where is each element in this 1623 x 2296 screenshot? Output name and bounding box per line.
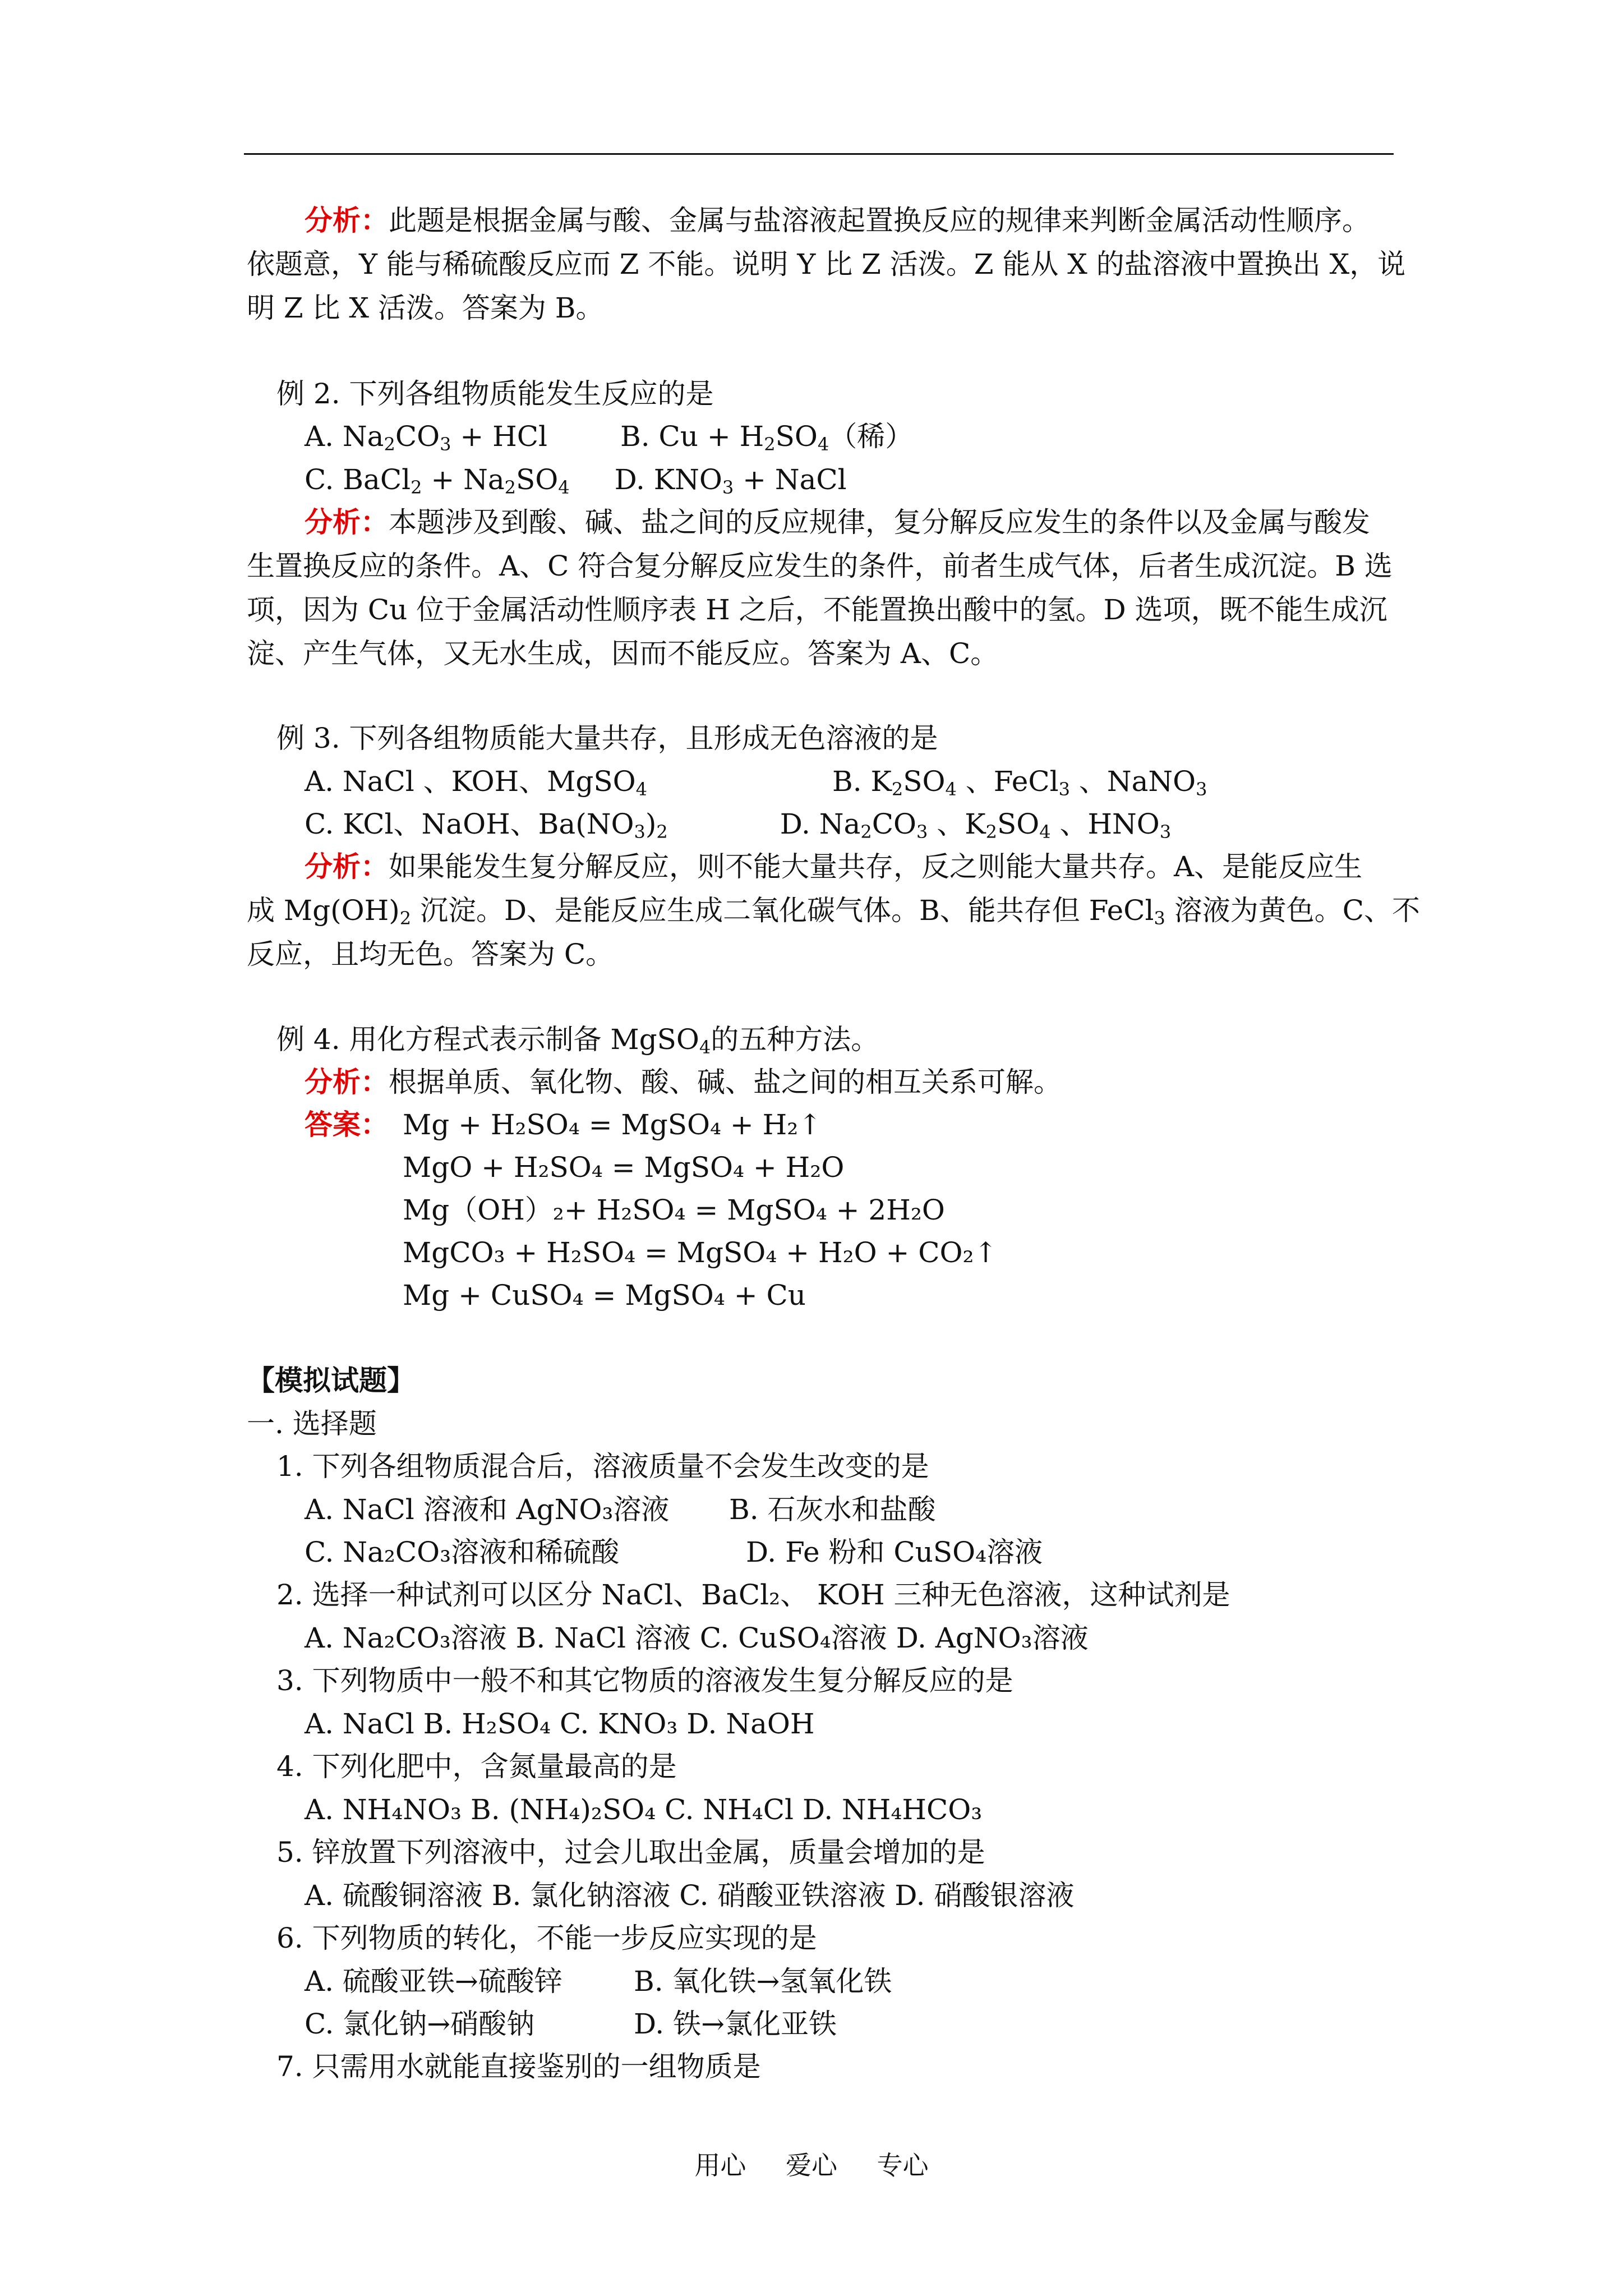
q1-option-b: B. 石灰水和盐酸 xyxy=(729,1493,936,1526)
q1-stem: 1. 下列各组物质混合后，溶液质量不会发生改变的是 xyxy=(276,1450,929,1483)
analysis-label: 分析： xyxy=(305,204,389,237)
ex4-eq5: Mg + CuSO₄ = MgSO₄ + Cu xyxy=(403,1279,806,1312)
q1-option-d: D. Fe 粉和 CuSO₄溶液 xyxy=(746,1536,1043,1568)
ex2-analysis-line3: 项，因为 Cu 位于金属活动性顺序表 H 之后，不能置换出酸中的氢。D 选项，既不能生成沉 xyxy=(247,593,1387,626)
part1-title: 一. 选择题 xyxy=(247,1407,377,1440)
ex4-eq2: MgO + H₂SO₄ = MgSO₄ + H₂O xyxy=(403,1151,845,1184)
q5-stem: 5. 锌放置下列溶液中，过会儿取出金属，质量会增加的是 xyxy=(276,1836,985,1869)
ex4-eq1: Mg + H₂SO₄ = MgSO₄ + H₂↑ xyxy=(403,1108,822,1141)
ex3-options-ab: A. NaCl 、KOH、MgSO$_4$ B. $K_2SO_4$ 、FeCl$_3$ 、NaNO$_3$ xyxy=(305,765,1207,800)
ex4-eq4: MgCO₃ + H₂SO₄ = MgSO₄ + H₂O + CO₂↑ xyxy=(403,1236,998,1269)
ex3-analysis-line1: 分析：如果能发生复分解反应，则不能大量共存，反之则能大量共存。A、是能反应生 xyxy=(305,850,1363,883)
ex3-analysis-line2: 成 $Mg(OH)_2$ 沉淀。D、是能反应生成二氧化碳气体。B、能共存但 FeCl$_3$ 溶液为黄色。C、不 xyxy=(247,894,1421,929)
q6-option-d: D. 铁→氯化亚铁 xyxy=(634,2008,837,2040)
ex2-options-ab: A. $Na_2CO_3$ + HCl B. $Cu + H_2SO_4$（稀） xyxy=(305,420,914,455)
ex3-title: 例 3. 下列各组物质能大量共存，且形成无色溶液的是 xyxy=(276,722,938,754)
q3-stem: 3. 下列物质中一般不和其它物质的溶液发生复分解反应的是 xyxy=(276,1664,1013,1697)
q2-options: A. Na₂CO₃溶液 B. NaCl 溶液 C. CuSO₄溶液 D. AgNO₃溶液 xyxy=(305,1622,1089,1654)
footer-text-1: 用心 xyxy=(694,2150,746,2180)
q6-option-a: A. 硫酸亚铁→硫酸锌 xyxy=(305,1965,562,1998)
ex2-analysis-line4: 淀、产生气体，又无水生成，因而不能反应。答案为 A、C。 xyxy=(247,637,999,670)
ex4-eq3: Mg（OH）₂+ H₂SO₄ = MgSO₄ + 2H₂O xyxy=(403,1194,945,1226)
ex2-analysis-line1: 分析：本题涉及到酸、碱、盐之间的反应规律，复分解反应发生的条件以及金属与酸发 xyxy=(305,505,1370,539)
ex3-options-cd: C. KCl、NaOH、$Ba(NO_3)_2$ D. $Na_2CO_3$ 、$K_2SO_4$ 、$HNO_3$ xyxy=(305,808,1172,843)
q7-stem: 7. 只需用水就能直接鉴别的一组物质是 xyxy=(276,2050,761,2083)
q1-option-c: C. Na₂CO₃溶液和稀硫酸 xyxy=(305,1536,620,1568)
ex1-analysis-line1: 分析：此题是根据金属与酸、金属与盐溶液起置换反应的规律来判断金属活动性顺序。 xyxy=(305,204,1370,237)
ex4-analysis: 分析：根据单质、氧化物、酸、碱、盐之间的相互关系可解。 xyxy=(305,1065,1062,1098)
ex1-analysis-line2: 依题意，Y 能与稀硫酸反应而 Z 不能。说明 Y 比 Z 活泼。Z 能从 X 的盐溶液中置换出 X，说 xyxy=(247,248,1406,280)
ex3-analysis-line3: 反应，且均无色。答案为 C。 xyxy=(247,938,614,970)
q6-option-c: C. 氯化钠→硝酸钠 xyxy=(305,2008,535,2040)
footer-text-2: 爱心 xyxy=(786,2150,837,2180)
ex4-title: 例 4. 用化方程式表示制备 MgSO$_4$的五种方法。 xyxy=(276,1023,879,1058)
q3-options: A. NaCl B. H₂SO₄ C. KNO₃ D. NaOH xyxy=(305,1708,815,1740)
q1-option-a: A. NaCl 溶液和 AgNO₃溶液 xyxy=(305,1493,670,1526)
ex2-options-cd: C. BaCl$_2$ + $Na_2SO_4$ D. $KNO_3$ + NaCl xyxy=(305,463,847,498)
q6-option-b: B. 氧化铁→氢氧化铁 xyxy=(634,1965,892,1998)
ex2-analysis-line2: 生置换反应的条件。A、C 符合复分解反应发生的条件，前者生成气体，后者生成沉淀。B 选 xyxy=(247,550,1393,582)
q6-stem: 6. 下列物质的转化，不能一步反应实现的是 xyxy=(276,1922,817,1954)
header-rule xyxy=(244,153,1394,155)
page-footer xyxy=(0,2148,1623,2182)
q4-options: A. NH₄NO₃ B. (NH₄)₂SO₄ C. NH₄Cl D. NH₄HCO₃ xyxy=(305,1793,983,1826)
ex2-title: 例 2. 下列各组物质能发生反应的是 xyxy=(276,378,714,410)
ex1-analysis-line3: 明 Z 比 X 活泼。答案为 B。 xyxy=(247,292,604,324)
q4-stem: 4. 下列化肥中，含氮量最高的是 xyxy=(276,1750,677,1783)
q5-options: A. 硫酸铜溶液 B. 氯化钠溶液 C. 硝酸亚铁溶液 D. 硝酸银溶液 xyxy=(305,1879,1075,1912)
q2-stem: 2. 选择一种试剂可以区分 NaCl、BaCl₂、 KOH 三种无色溶液，这种试剂是 xyxy=(276,1579,1230,1611)
ex4-answer-label: 答案： xyxy=(305,1108,389,1141)
section-title: 【模拟试题】 xyxy=(247,1364,415,1397)
footer-text-3: 专心 xyxy=(877,2150,929,2180)
